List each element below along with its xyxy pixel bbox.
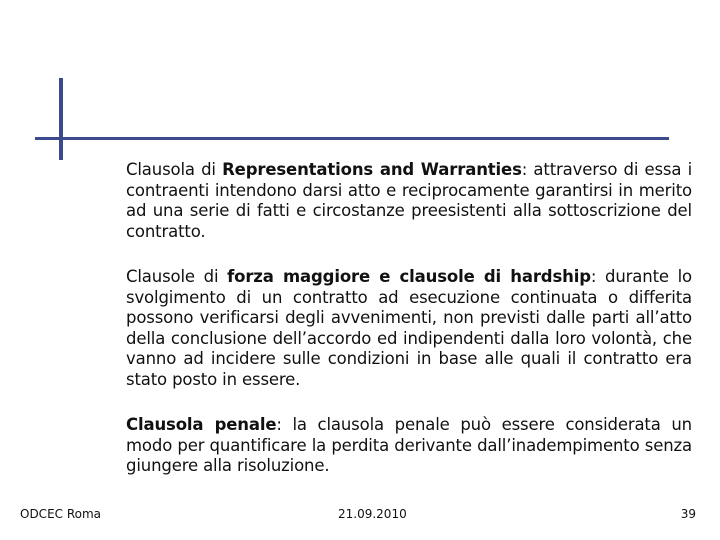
footer-date: 21.09.2010 (338, 507, 407, 521)
paragraph-clausola-penale (126, 415, 692, 477)
slide-body (126, 160, 692, 502)
paragraph-2-lead: Clausole di (126, 267, 228, 286)
decorative-horizontal-line (35, 137, 669, 140)
paragraph-1-term: Representations and Warranties (222, 160, 522, 179)
paragraph-1-lead: Clausola di (126, 160, 223, 179)
paragraph-2-term: forza maggiore e clausole di hardship (227, 267, 591, 286)
paragraph-3-term: Clausola penale (126, 415, 277, 434)
paragraph-forza-maggiore-hardship (126, 267, 692, 390)
paragraph-3-text: : la clausola penale può essere considerata un modo per quantificare la perdita derivante dall’inadempimento senza giungere alla risoluzione. (126, 415, 692, 475)
footer-page-number: 39 (680, 507, 696, 521)
footer-organization: ODCEC Roma (20, 507, 102, 521)
paragraph-representations-warranties (126, 160, 692, 242)
paragraph-2-text: : durante lo svolgimento di un contratto ad esecuzione continuata o differita possono verificarsi degli avvenimenti, non previsti dalle parti all’atto della conclusione dell’accordo ed indipendenti dalla loro volontà, che vanno ad incidere sulle condizioni in base alle quali il contratto era stato posto in essere. (126, 267, 692, 389)
decorative-vertical-line (59, 78, 63, 160)
paragraph-1-text: : attraverso di essa i contraenti intendono darsi atto e reciprocamente garantirsi in merito ad una serie di fatti e circostanze preesistenti alla sottoscrizione del contratto. (126, 160, 693, 241)
